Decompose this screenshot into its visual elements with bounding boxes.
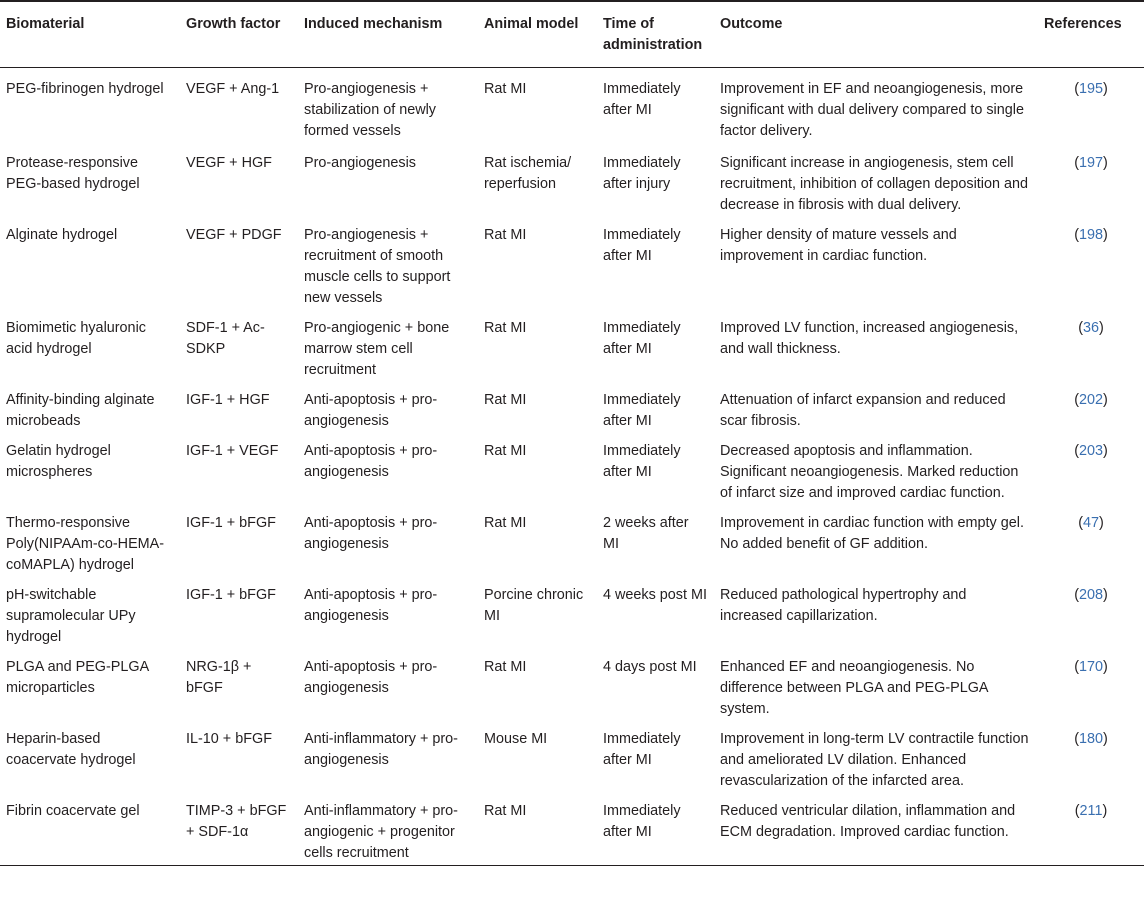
cell-biomaterial: Thermo-responsive Poly(NIPAAm-co-HEMA-coMAPLA) hydrogel [6, 515, 165, 573]
ref-close-paren: ) [1103, 587, 1108, 603]
cell-outcome: Reduced ventricular dilation, inflammation and ECM degradation. Improved cardiac function. [720, 803, 1016, 840]
cell-mechanism: Pro-angiogenesis + stabilization of newly formed vessels [304, 81, 436, 139]
cell-mechanism: Anti-inflammatory + pro-angiogenic + progenitor cells recruitment [304, 803, 458, 861]
table-row [0, 577, 1144, 649]
cell-time: Immediately after injury [603, 155, 681, 192]
reference-link[interactable]: 170 [1078, 659, 1103, 675]
ref-close-paren: ) [1103, 392, 1108, 408]
cell-reference [1038, 217, 1144, 310]
cell-animal-model: Rat MI [484, 81, 527, 97]
reference-link[interactable]: 197 [1078, 155, 1103, 171]
reference-link[interactable]: 36 [1082, 320, 1099, 336]
cell-growth-factor: IGF-1 + bFGF [186, 587, 276, 603]
cell-time: 2 weeks after MI [603, 515, 689, 552]
header-animal-model: Animal model [484, 16, 579, 32]
reference-link[interactable]: 203 [1078, 443, 1103, 459]
cell-animal-model: Mouse MI [484, 731, 548, 747]
table-body [0, 68, 1144, 866]
ref-close-paren: ) [1103, 227, 1108, 243]
cell-growth-factor: SDF-1 + Ac-SDKP [186, 320, 265, 357]
cell-mechanism: Anti-apoptosis + pro-angiogenesis [304, 659, 438, 696]
cell-reference [1038, 577, 1144, 649]
cell-mechanism: Anti-apoptosis + pro-angiogenesis [304, 392, 438, 429]
ref-close-paren: ) [1099, 320, 1104, 336]
cell-time: Immediately after MI [603, 443, 681, 480]
reference-link[interactable]: 198 [1078, 227, 1103, 243]
ref-close-paren: ) [1102, 803, 1108, 819]
ref-open-paren: ( [1074, 81, 1079, 97]
cell-time: Immediately after MI [603, 81, 681, 118]
cell-outcome: Significant increase in angiogenesis, stem cell recruitment, inhibition of collagen deposition and decrease in fibrosis with dual delivery. [720, 155, 1028, 213]
cell-outcome: Improvement in long-term LV contractile function and ameliorated LV dilation. Enhanced revascularization of the infarcted area. [720, 731, 1029, 789]
ref-close-paren: ) [1103, 81, 1108, 97]
cell-time: Immediately after MI [603, 392, 681, 429]
ref-close-paren: ) [1103, 731, 1108, 747]
cell-time: 4 weeks post MI [603, 587, 707, 603]
cell-biomaterial: Protease-responsive PEG-based hydrogel [6, 155, 140, 192]
cell-animal-model: Rat MI [484, 659, 527, 675]
header-references: References [1044, 16, 1122, 32]
cell-growth-factor: IGF-1 + VEGF [186, 443, 279, 459]
ref-open-paren: ( [1074, 443, 1079, 459]
cell-biomaterial: Affinity-binding alginate microbeads [6, 392, 155, 429]
cell-biomaterial: Gelatin hydrogel microspheres [6, 443, 111, 480]
cell-mechanism: Anti-inflammatory + pro-angiogenesis [304, 731, 458, 768]
cell-animal-model: Rat MI [484, 320, 527, 336]
table-row [0, 68, 1144, 146]
cell-outcome: Improvement in EF and neoangiogenesis, more significant with dual delivery compared to single factor delivery. [720, 81, 1024, 139]
cell-biomaterial: Alginate hydrogel [6, 227, 118, 243]
ref-close-paren: ) [1099, 515, 1104, 531]
table-row [0, 310, 1144, 382]
cell-outcome: Improvement in cardiac function with empty gel. No added benefit of GF addition. [720, 515, 1024, 552]
header-time: Time of administration [603, 16, 703, 53]
cell-outcome: Decreased apoptosis and inflammation. Significant neoangiogenesis. Marked reduction of infarct size and improved cardiac function. [720, 443, 1019, 501]
ref-open-paren: ( [1074, 803, 1080, 819]
cell-mechanism: Pro-angiogenic + bone marrow stem cell recruitment [304, 320, 450, 378]
cell-time: Immediately after MI [603, 731, 681, 768]
cell-biomaterial: Biomimetic hyaluronic acid hydrogel [6, 320, 146, 357]
cell-outcome: Enhanced EF and neoangiogenesis. No difference between PLGA and PEG-PLGA system. [720, 659, 988, 717]
cell-growth-factor: TIMP-3 + bFGF + SDF-1α [186, 803, 287, 840]
cell-time: 4 days post MI [603, 659, 697, 675]
table-row [0, 382, 1144, 433]
ref-open-paren: ( [1074, 392, 1079, 408]
table-row [0, 793, 1144, 866]
cell-reference [1038, 721, 1144, 793]
cell-growth-factor: IGF-1 + bFGF [186, 515, 276, 531]
cell-growth-factor: NRG-1β + bFGF [186, 659, 252, 696]
header-mechanism: Induced mechanism [304, 16, 443, 32]
reference-link[interactable]: 195 [1078, 81, 1103, 97]
ref-open-paren: ( [1074, 659, 1079, 675]
table-row [0, 145, 1144, 217]
cell-mechanism: Anti-apoptosis + pro-angiogenesis [304, 587, 438, 624]
cell-animal-model: Rat MI [484, 392, 527, 408]
cell-animal-model: Porcine chronic MI [484, 587, 584, 624]
cell-reference [1038, 145, 1144, 217]
ref-close-paren: ) [1103, 659, 1108, 675]
ref-open-paren: ( [1074, 731, 1079, 747]
cell-outcome: Attenuation of infarct expansion and reduced scar fibrosis. [720, 392, 1006, 429]
cell-biomaterial: Fibrin coacervate gel [6, 803, 140, 819]
cell-mechanism: Pro-angiogenesis [304, 155, 416, 171]
cell-biomaterial: PLGA and PEG-PLGA microparticles [6, 659, 149, 696]
cell-time: Immediately after MI [603, 320, 681, 357]
cell-growth-factor: VEGF + PDGF [186, 227, 282, 243]
cell-reference [1038, 433, 1144, 505]
header-biomaterial: Biomaterial [6, 16, 85, 32]
cell-mechanism: Anti-apoptosis + pro-angiogenesis [304, 515, 438, 552]
cell-reference [1038, 505, 1144, 577]
ref-open-paren: ( [1074, 155, 1079, 171]
table-row [0, 505, 1144, 577]
ref-open-paren: ( [1078, 515, 1083, 531]
table-row [0, 433, 1144, 505]
cell-reference [1038, 649, 1144, 721]
cell-outcome: Reduced pathological hypertrophy and increased capillarization. [720, 587, 967, 624]
cell-outcome: Higher density of mature vessels and improvement in cardiac function. [720, 227, 957, 264]
cell-mechanism: Anti-apoptosis + pro-angiogenesis [304, 443, 438, 480]
cell-animal-model: Rat MI [484, 803, 527, 819]
cell-mechanism: Pro-angiogenesis + recruitment of smooth muscle cells to support new vessels [304, 227, 451, 306]
reference-link[interactable]: 180 [1078, 731, 1103, 747]
cell-growth-factor: IGF-1 + HGF [186, 392, 270, 408]
ref-open-paren: ( [1074, 227, 1079, 243]
header-growth-factor: Growth factor [186, 16, 281, 32]
cell-animal-model: Rat ischemia/ reperfusion [484, 155, 572, 192]
cell-reference [1038, 382, 1144, 433]
cell-time: Immediately after MI [603, 803, 681, 840]
reference-link[interactable]: 202 [1078, 392, 1103, 408]
cell-growth-factor: VEGF + HGF [186, 155, 272, 171]
reference-link[interactable]: 211 [1079, 803, 1103, 819]
cell-reference [1038, 310, 1144, 382]
cell-biomaterial: PEG-fibrinogen hydrogel [6, 81, 164, 97]
header-row [0, 1, 1144, 68]
cell-animal-model: Rat MI [484, 443, 527, 459]
cell-time: Immediately after MI [603, 227, 681, 264]
header-outcome: Outcome [720, 16, 783, 32]
ref-close-paren: ) [1103, 443, 1108, 459]
cell-animal-model: Rat MI [484, 515, 527, 531]
ref-close-paren: ) [1103, 155, 1108, 171]
cell-growth-factor: VEGF + Ang-1 [186, 81, 280, 97]
cell-growth-factor: IL-10 + bFGF [186, 731, 272, 747]
reference-link[interactable]: 208 [1078, 587, 1103, 603]
cell-reference [1038, 793, 1144, 866]
cell-reference [1038, 68, 1144, 146]
reference-link[interactable]: 47 [1082, 515, 1099, 531]
table-row [0, 721, 1144, 793]
table-row [0, 649, 1144, 721]
cell-biomaterial: pH-switchable supramolecular UPy hydrogel [6, 587, 136, 645]
table-header [0, 1, 1144, 68]
cell-biomaterial: Heparin-based coacervate hydrogel [6, 731, 136, 768]
cell-outcome: Improved LV function, increased angiogenesis, and wall thickness. [720, 320, 1019, 357]
cell-animal-model: Rat MI [484, 227, 527, 243]
ref-open-paren: ( [1078, 320, 1083, 336]
table-row [0, 217, 1144, 310]
ref-open-paren: ( [1074, 587, 1079, 603]
